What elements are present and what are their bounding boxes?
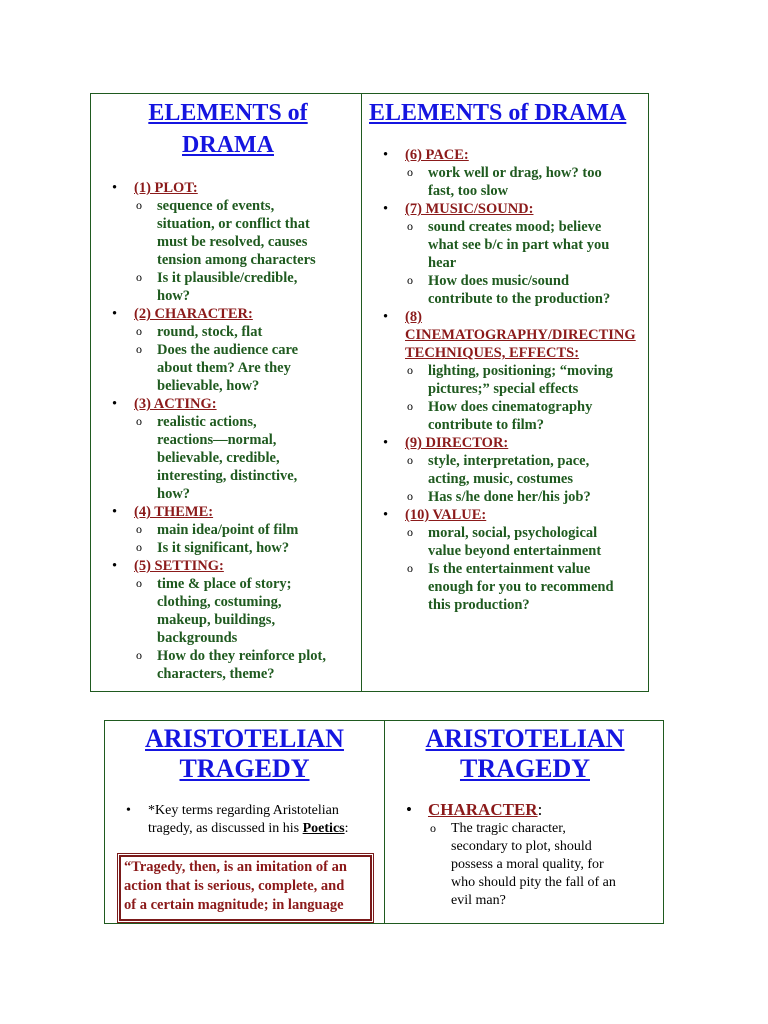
elements-of-drama-card	[90, 93, 649, 692]
character-item	[406, 800, 665, 910]
character-list	[406, 800, 665, 910]
element-subitem	[405, 164, 650, 200]
subitem-line: believable, how?	[157, 378, 260, 394]
subitem-line: sound creates mood; believe	[428, 219, 602, 235]
character-sublist	[428, 820, 665, 910]
element-subitem	[134, 575, 361, 647]
subitem-line: Does the audience care	[157, 342, 299, 358]
subitem-line: reactions—normal,	[157, 432, 277, 448]
key-terms-line-2-pre: tragedy, as discussed in his	[148, 821, 303, 836]
element-item	[112, 557, 361, 683]
subitem-line: Has s/he done her/his job?	[428, 489, 591, 505]
element-heading: (6) PACE:	[405, 147, 469, 163]
quote-text	[124, 858, 367, 915]
subitem-line: hear	[428, 255, 457, 271]
element-subitem	[134, 647, 361, 683]
subitem-line: contribute to film?	[428, 417, 544, 433]
element-item	[112, 305, 361, 395]
subitem-line: value beyond entertainment	[428, 543, 602, 559]
element-subitem	[405, 524, 650, 560]
subitem-line: who should pity the fall of an	[451, 875, 616, 890]
subitem-line: How does cinematography	[428, 399, 593, 415]
right-title	[385, 724, 665, 784]
element-item	[112, 395, 361, 503]
subitem-line: secondary to plot, should	[451, 839, 592, 854]
subitem-line: must be resolved, causes	[157, 234, 308, 250]
element-subitem	[405, 398, 650, 434]
element-sublist	[134, 575, 361, 683]
quote-line: action that is serious, complete, and	[124, 878, 345, 894]
element-heading-line: (8)	[405, 309, 422, 325]
subitem-line: pictures;” special effects	[428, 381, 579, 397]
title-line-1: ARISTOTELIAN	[145, 724, 344, 753]
subitem-line: round, stock, flat	[157, 324, 263, 340]
element-heading: (9) DIRECTOR:	[405, 435, 509, 451]
key-terms-item	[126, 802, 384, 838]
subitem-line: how?	[157, 288, 191, 304]
title-line-2: DRAMA	[182, 132, 274, 158]
element-item	[383, 146, 650, 200]
subitem-line: lighting, positioning; “moving	[428, 363, 613, 379]
tragedy-definition-quote	[119, 855, 372, 921]
element-subitem	[405, 362, 650, 398]
right-column	[385, 721, 665, 923]
subitem-line: makeup, buildings,	[157, 612, 276, 628]
element-item	[112, 179, 361, 305]
element-heading: (1) PLOT:	[134, 180, 198, 196]
element-sublist	[134, 197, 361, 305]
subitem-line: sequence of events,	[157, 198, 275, 214]
subitem-line: evil man?	[451, 893, 506, 908]
subitem-line: Is the entertainment value	[428, 561, 591, 577]
subitem-line: The tragic character,	[451, 821, 566, 836]
character-colon: :	[537, 800, 543, 819]
element-item	[383, 200, 650, 308]
subitem-line: moral, social, psychological	[428, 525, 598, 541]
element-heading: (10) VALUE:	[405, 507, 487, 523]
element-sublist	[405, 164, 650, 200]
element-heading: (5) SETTING:	[134, 558, 224, 574]
subitem-line: tension among characters	[157, 252, 316, 268]
element-sublist	[134, 521, 361, 557]
quote-line: of a certain magnitude; in language	[124, 897, 344, 913]
element-subitem	[405, 560, 650, 614]
element-sublist	[134, 413, 361, 503]
element-subitem	[134, 323, 361, 341]
subitem-line: this production?	[428, 597, 530, 613]
element-sublist	[134, 323, 361, 395]
element-subitem	[405, 488, 650, 506]
subitem-line: backgrounds	[157, 630, 238, 646]
subitem-line: realistic actions,	[157, 414, 257, 430]
subitem-line: clothing, costuming,	[157, 594, 282, 610]
subitem-line: situation, or conflict that	[157, 216, 310, 232]
element-subitem	[134, 413, 361, 503]
subitem-line: work well or drag, how? too	[428, 165, 602, 181]
left-title	[105, 724, 384, 784]
subitem-line: enough for you to recommend	[428, 579, 614, 595]
subitem-line: contribute to the production?	[428, 291, 611, 307]
quote-line: “Tragedy, then, is an imitation of an	[124, 859, 347, 875]
title-line-2: TRAGEDY	[179, 754, 310, 783]
character-heading: CHARACTER	[428, 800, 538, 819]
subitem-line: How does music/sound	[428, 273, 570, 289]
element-subitem	[134, 341, 361, 395]
right-title: ELEMENTS of DRAMA	[369, 100, 627, 126]
subitem-line: characters, theme?	[157, 666, 275, 682]
element-item	[112, 503, 361, 557]
subitem-line: main idea/point of film	[157, 522, 299, 538]
left-column	[105, 721, 384, 923]
element-subitem	[405, 218, 650, 272]
subitem-line: time & place of story;	[157, 576, 292, 592]
left-column	[91, 94, 361, 691]
subitem-line: How do they reinforce plot,	[157, 648, 327, 664]
element-heading: (7) MUSIC/SOUND:	[405, 201, 534, 217]
title-line-1: ARISTOTELIAN	[425, 724, 625, 753]
element-sublist	[405, 218, 650, 308]
character-subitem	[428, 820, 665, 910]
left-element-list	[112, 179, 361, 683]
key-terms-list	[126, 802, 384, 838]
subitem-line: style, interpretation, pace,	[428, 453, 590, 469]
subitem-line: fast, too slow	[428, 183, 509, 199]
right-column	[362, 94, 650, 691]
subitem-line: Is it plausible/credible,	[157, 270, 298, 286]
element-sublist	[405, 452, 650, 506]
element-item	[383, 506, 650, 614]
element-heading: (4) THEME:	[134, 504, 214, 520]
aristotelian-tragedy-card	[104, 720, 664, 924]
subitem-line: acting, music, costumes	[428, 471, 573, 487]
title-line-1: ELEMENTS of	[148, 100, 308, 126]
element-subitem	[134, 197, 361, 269]
element-item	[383, 308, 650, 434]
element-sublist	[405, 524, 650, 614]
subitem-line: Is it significant, how?	[157, 540, 290, 556]
right-element-list	[383, 146, 650, 614]
element-heading: (3) ACTING:	[134, 396, 217, 412]
element-subitem	[405, 452, 650, 488]
subitem-line: believable, credible,	[157, 450, 280, 466]
poetics-link: Poetics	[302, 821, 345, 836]
element-sublist	[405, 362, 650, 434]
element-heading	[405, 309, 636, 361]
title-line-2: TRAGEDY	[459, 754, 590, 783]
subitem-line: how?	[157, 486, 191, 502]
element-subitem	[405, 272, 650, 308]
subitem-line: about them? Are they	[157, 360, 291, 376]
element-item	[383, 434, 650, 506]
element-subitem	[134, 521, 361, 539]
left-title	[95, 97, 361, 161]
element-subitem	[134, 269, 361, 305]
element-subitem	[134, 539, 361, 557]
element-heading-line: CINEMATOGRAPHY/DIRECTING	[405, 327, 636, 343]
element-heading-line: TECHNIQUES, EFFECTS:	[405, 345, 580, 361]
element-heading: (2) CHARACTER:	[134, 306, 253, 322]
key-terms-line-1: *Key terms regarding Aristotelian	[148, 803, 339, 818]
subitem-line: interesting, distinctive,	[157, 468, 298, 484]
key-terms-colon: :	[344, 821, 349, 836]
subitem-line: possess a moral quality, for	[451, 857, 604, 872]
subitem-line: what see b/c in part what you	[428, 237, 610, 253]
